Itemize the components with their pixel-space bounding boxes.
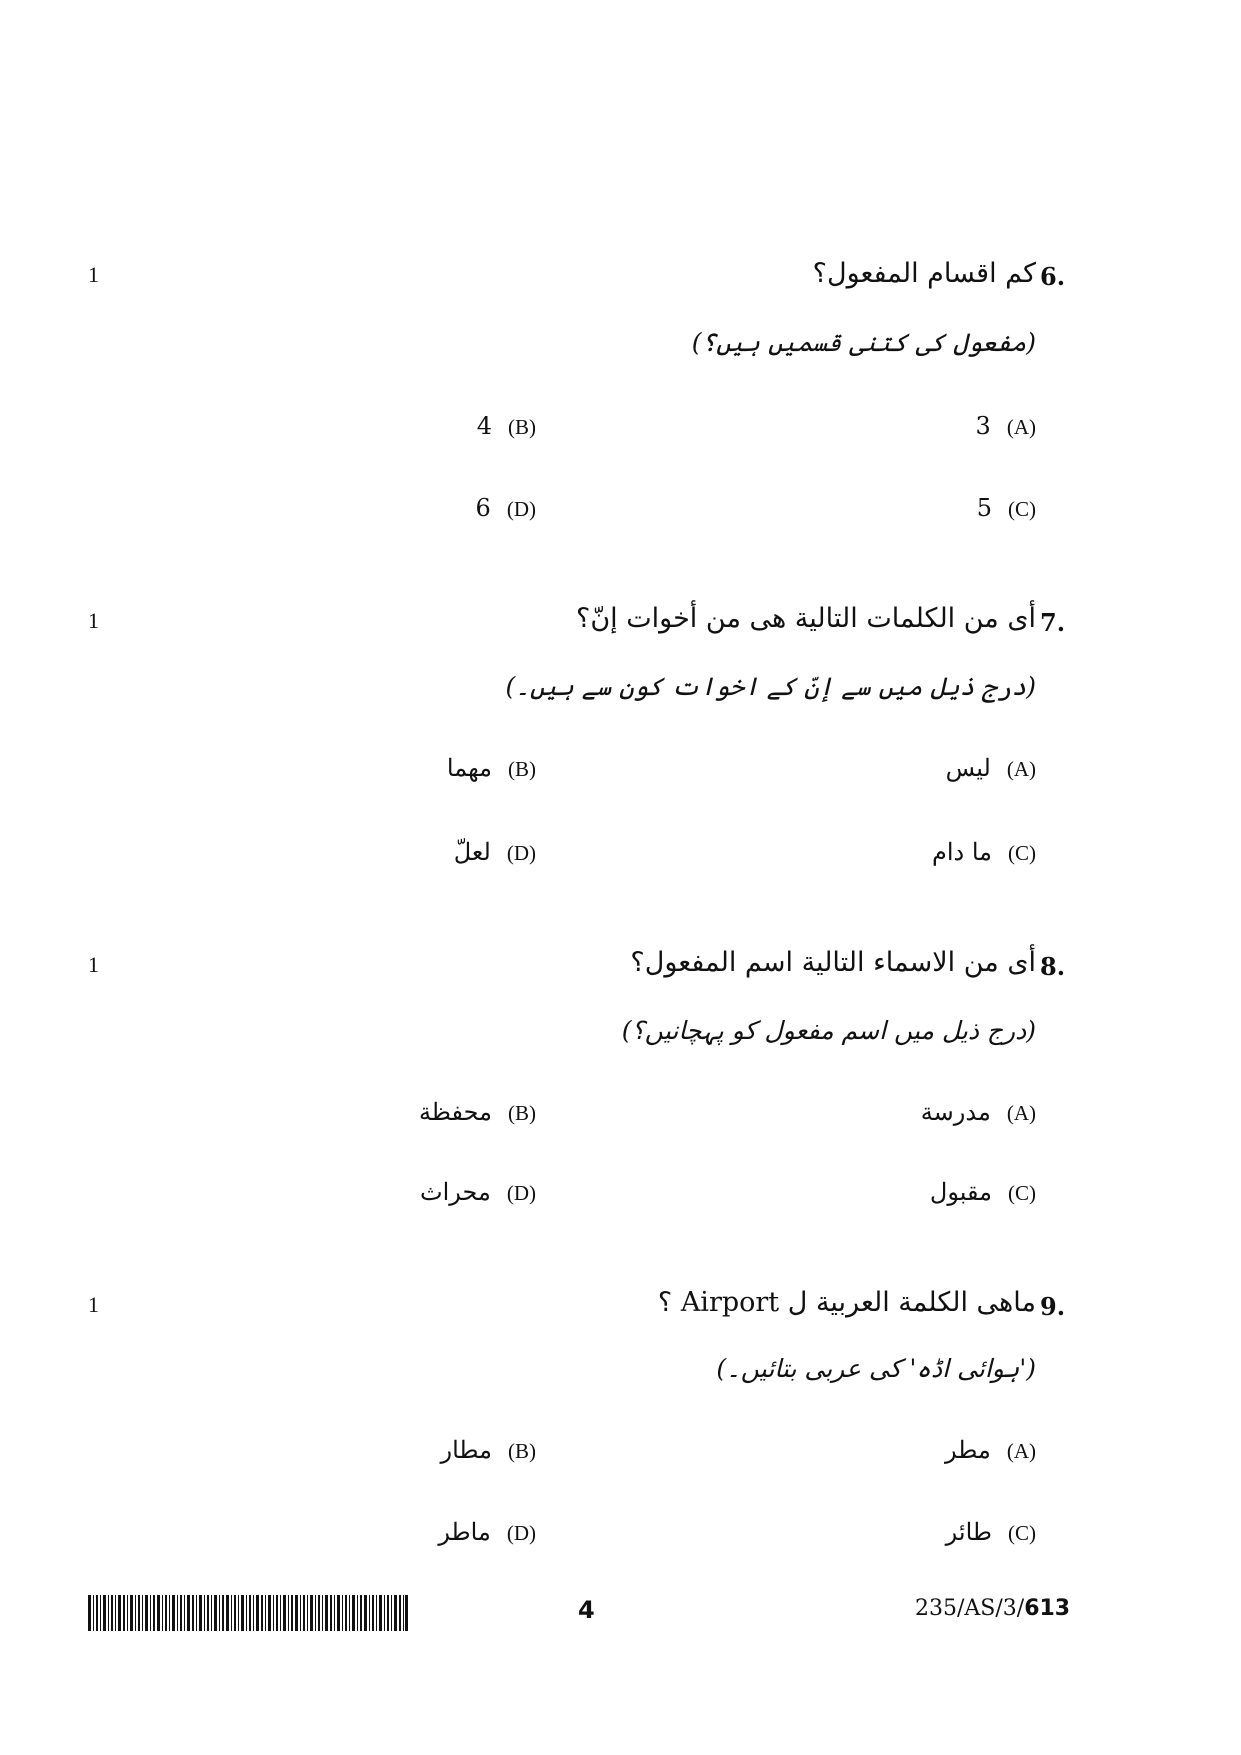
q6-number: 6. [1040, 262, 1066, 291]
option-label: (B) [507, 415, 536, 439]
paper-code-suffix: 613 [1024, 1596, 1071, 1621]
barcode [88, 1595, 408, 1631]
option-value: مطر [945, 1436, 991, 1464]
option-value: مهما [446, 754, 492, 782]
option-value: مدرسة [920, 1098, 991, 1126]
option-value: ما دام [931, 838, 992, 866]
option-value: مقبول [929, 1178, 992, 1206]
q6-marks: 1 [88, 262, 99, 287]
paper-code [915, 1596, 1070, 1621]
q9-option-b[interactable] [441, 1436, 536, 1464]
q6-option-c[interactable] [977, 494, 1036, 522]
q8-text-urdu: (درج ذیل میں اسم مفعول کو پہچانیں؟) [621, 1016, 1036, 1045]
q9-marks: 1 [88, 1292, 99, 1317]
option-label: (A) [1006, 1439, 1036, 1463]
option-value: محفظة [418, 1098, 492, 1126]
paper-code-prefix: 235/AS/3/ [915, 1596, 1025, 1621]
q8-option-d[interactable] [420, 1178, 536, 1206]
option-label: (C) [1007, 1521, 1036, 1545]
q9-number: 9. [1040, 1292, 1066, 1321]
option-label: (A) [1006, 1101, 1036, 1125]
q8-text-arabic: أى من الاسماء التالية اسم المفعول؟ [630, 947, 1036, 978]
option-label: (A) [1006, 757, 1036, 781]
option-value: 5 [976, 494, 992, 522]
option-label: (C) [1007, 497, 1036, 521]
q6-text-urdu: (مفعول کی کتنی قسمیں ہیں؟) [691, 328, 1036, 357]
q7-option-b[interactable] [447, 754, 536, 782]
q7-text-urdu: (درج ذیل میں سے إنّ کے اخوات کون سے ہیں۔) [505, 672, 1036, 701]
option-value: محراث [419, 1178, 491, 1206]
option-label: (B) [507, 757, 536, 781]
option-value: ماطر [438, 1518, 491, 1546]
q7-option-a[interactable] [946, 754, 1036, 782]
q6-text-arabic: كم اقسام المفعول؟ [812, 258, 1036, 289]
page-number: 4 [578, 1596, 595, 1624]
q7-option-d[interactable] [454, 838, 536, 866]
option-label: (D) [506, 1521, 536, 1545]
option-value: 4 [476, 412, 492, 440]
q7-number: 7. [1040, 608, 1066, 637]
option-label: (D) [506, 1181, 536, 1205]
q9-option-d[interactable] [438, 1518, 536, 1546]
q7-marks: 1 [88, 608, 99, 633]
q9-option-a[interactable] [945, 1436, 1036, 1464]
q8-option-a[interactable] [921, 1098, 1036, 1126]
option-value: لعلّ [453, 838, 491, 866]
option-label: (C) [1007, 1181, 1036, 1205]
q8-number: 8. [1040, 952, 1066, 981]
option-label: (C) [1007, 841, 1036, 865]
q9-text-urdu: ('ہوائی اڈہ' کی عربی بتائیں۔) [716, 1354, 1036, 1383]
option-label: (D) [506, 841, 536, 865]
q8-marks: 1 [88, 952, 99, 977]
q6-option-d[interactable] [476, 494, 536, 522]
option-label: (A) [1006, 415, 1036, 439]
q9-option-c[interactable] [946, 1518, 1036, 1546]
q8-option-b[interactable] [419, 1098, 536, 1126]
q6-option-a[interactable] [976, 412, 1036, 440]
option-label: (B) [507, 1439, 536, 1463]
q7-option-c[interactable] [932, 838, 1036, 866]
option-value: طائر [945, 1518, 992, 1546]
option-label: (D) [506, 497, 536, 521]
option-value: مطار [440, 1436, 492, 1464]
option-value: 3 [975, 412, 991, 440]
q8-option-c[interactable] [930, 1178, 1036, 1206]
option-value: ليس [945, 754, 991, 782]
option-label: (B) [507, 1101, 536, 1125]
q6-option-b[interactable] [477, 412, 536, 440]
q9-text-arabic: ماهى الكلمة العربية ل Airport ؟ [657, 1287, 1036, 1318]
option-value: 6 [475, 494, 491, 522]
q7-text-arabic: أى من الكلمات التالية هى من أخوات إنّ؟ [576, 603, 1036, 634]
